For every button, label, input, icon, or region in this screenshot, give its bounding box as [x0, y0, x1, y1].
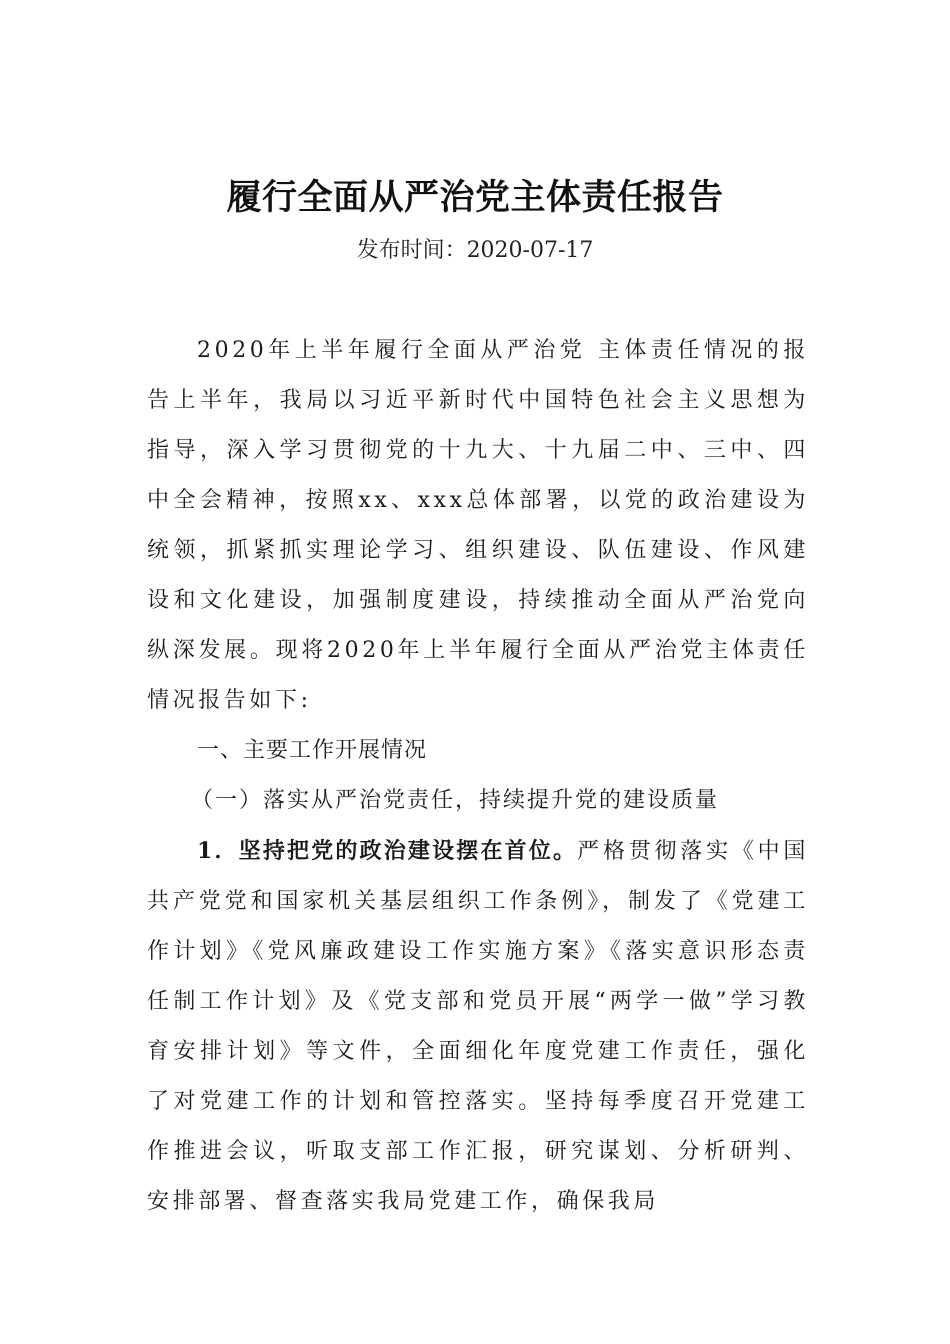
- document-title: 履行全面从严治党主体责任报告: [226, 178, 724, 218]
- section-heading: 一、主要工作开展情况: [197, 738, 428, 763]
- item-lead: 1．坚持把党的政治建设摆在首位。: [197, 838, 578, 864]
- document-body: [147, 326, 809, 1227]
- publish-date: 发布时间：2020-07-17: [356, 238, 594, 263]
- item-text: 严格贯彻落实《中国共产党党和国家机关基层组织工作条例》，制发了《党建工作计划》《党风廉政建设工作实施方案》《落实意识形态责任制工作计划》及《党支部和党员开展“两学一做”学习教育安排计划》等文件，全面细化年度党建工作责任，强化了对党建工作的计划和管控落实。坚持每季度召开党建工作推进会议，听取支部工作汇报，研究谋划、分析研判、安排部署、督查落实我局党建工作，确保我局: [147, 839, 809, 1214]
- subsection-heading: （一）落实从严治党责任，持续提升党的建设质量: [191, 788, 720, 813]
- item-paragraph: [147, 826, 809, 1227]
- intro-paragraph: 2020年上半年履行全面从严治党 主体责任情况的报告上半年，我局以习近平新时代中国特色社会主义思想为指导，深入学习贯彻党的十九大、十九届二中、三中、四中全会精神，按照xx、xxx总体部署，以党的政治建设为统领，抓紧抓实理论学习、组织建设、队伍建设、作风建设和文化建设，加强制度建设，持续推动全面从严治党向纵深发展。现将2020年上半年履行全面从严治党主体责任情况报告如下:: [147, 338, 809, 713]
